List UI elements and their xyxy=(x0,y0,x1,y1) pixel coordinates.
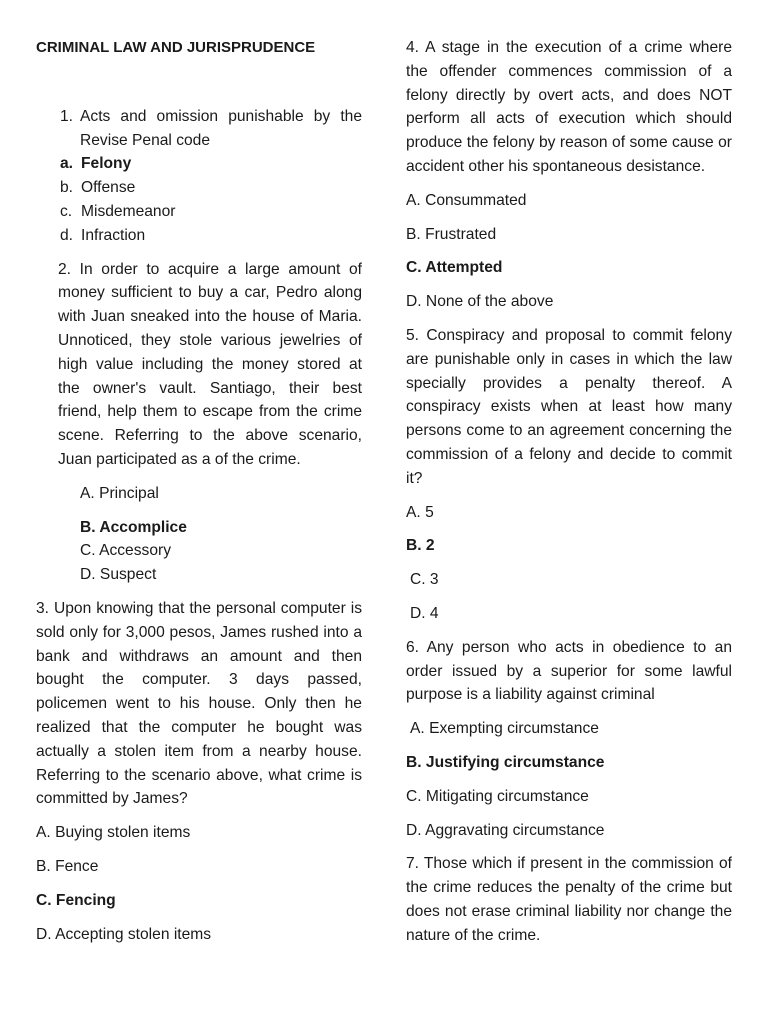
question-6-option-c: C. Mitigating circumstance xyxy=(406,787,589,805)
question-5-option-a: A. 5 xyxy=(406,503,434,521)
question-1-option-d: d. Infraction xyxy=(60,226,146,244)
question-2-options xyxy=(80,482,362,587)
question-7-text: 7. Those which if present in the commission of the crime reduces the penalty of the crime but does not erase criminal liability nor change the nature of the crime. xyxy=(406,855,732,944)
question-3-option-a: A. Buying stolen items xyxy=(36,824,191,842)
question-4-text: 4. A stage in the execution of a crime where the offender commences commission of a felony directly by overt acts, and does NOT perform all acts of execution which should produce the felony by reason of some cause or accident other his spontaneous desistance. xyxy=(406,39,732,175)
question-5-option-d: D. 4 xyxy=(410,604,439,622)
question-2-option-b: B. Accomplice xyxy=(80,518,187,536)
question-1-text: Acts and omission punishable by the Revise Penal code xyxy=(80,107,362,149)
question-5-option-c: C. 3 xyxy=(410,571,439,589)
question-2-text: 2. In order to acquire a large amount of money sufficient to buy a car, Pedro along with Juan sneaked into the house of Maria. Unnoticed, they stole various jewelries of high value including the money stored at the owner's vault. Santiago, their best friend, help them to escape from the crime scene. Referring to the above scenario, Juan participated as a of the crime. xyxy=(58,260,362,468)
question-3-option-b: B. Fence xyxy=(36,857,99,875)
question-4-option-a: A. Consummated xyxy=(406,191,527,209)
question-2-option-c: C. Accessory xyxy=(80,542,171,560)
question-4-option-b: B. Frustrated xyxy=(406,225,497,243)
question-2-option-a: A. Principal xyxy=(80,484,159,502)
question-6-option-a: A. Exempting circumstance xyxy=(410,720,599,738)
left-column xyxy=(36,36,362,946)
question-1-option-a: a. Felony xyxy=(60,155,132,173)
question-1-option-c: c. Misdemeanor xyxy=(60,202,176,220)
question-1-number: 1. xyxy=(60,107,74,125)
question-6-option-d: D. Aggravating circumstance xyxy=(406,821,605,839)
document-title: CRIMINAL LAW AND JURISPRUDENCE xyxy=(36,39,316,56)
question-4-option-c: C. Attempted xyxy=(406,259,503,277)
question-6-option-b: B. Justifying circumstance xyxy=(406,753,605,771)
question-1 xyxy=(60,105,362,153)
question-6-text: 6. Any person who acts in obedience to an order issued by a superior for some lawful purpose is a liability against criminal xyxy=(406,638,732,704)
question-2-option-d: D. Suspect xyxy=(80,566,157,584)
question-3-option-c: C. Fencing xyxy=(36,891,116,909)
right-column xyxy=(406,36,732,948)
question-5-option-b: B. 2 xyxy=(406,537,435,555)
question-4-option-d: D. None of the above xyxy=(406,293,554,311)
question-1-option-b: b. Offense xyxy=(60,179,136,197)
question-3-option-d: D. Accepting stolen items xyxy=(36,925,212,943)
question-3-text: 3. Upon knowing that the personal computer is sold only for 3,000 pesos, James rushed into a bank and withdraws an amount and then bought the computer. 3 days passed, policemen went to his house. Only then he realized that the computer he bought was actually a stolen item from a nearby house. Referring to the scenario above, what crime is committed by James? xyxy=(36,599,362,808)
question-1-options xyxy=(36,152,362,247)
question-5-text: 5. Conspiracy and proposal to commit felony are punishable only in cases in which the law specially provides a penalty thereof. A conspiracy exists when at least how many persons come to an agreement concerning the commission of a felony and decide to commit it? xyxy=(406,326,732,487)
